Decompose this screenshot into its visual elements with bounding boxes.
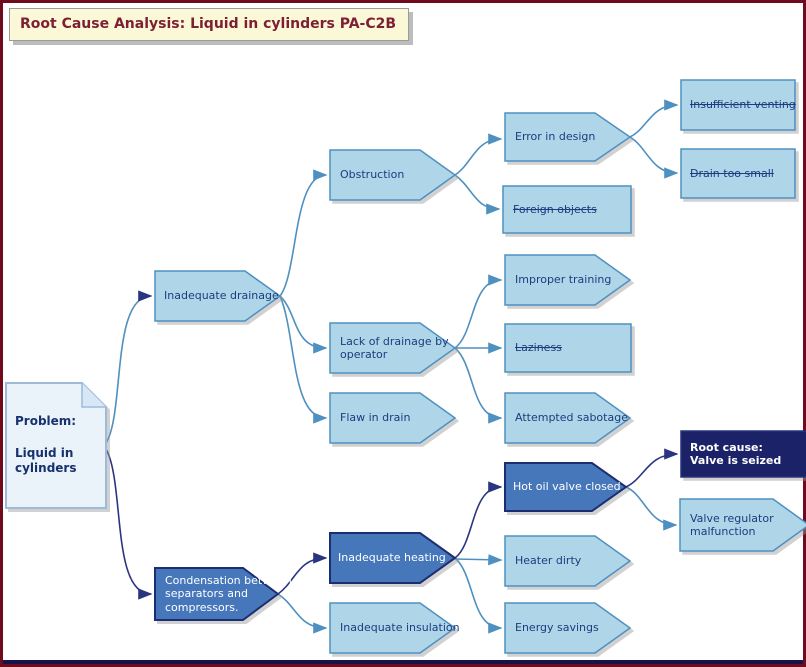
node-obstruction-label: Obstruction bbox=[340, 168, 405, 182]
node-hot-oil-valve-label: Hot oil valve closed bbox=[513, 480, 621, 494]
diagram-canvas bbox=[3, 3, 803, 664]
node-inadequate-insulation-label: Inadequate insulation bbox=[340, 621, 460, 635]
node-heater-dirty-shape[interactable] bbox=[505, 536, 630, 586]
connector-heating-to-heater-dirty bbox=[455, 559, 501, 560]
connector-lack-to-improper bbox=[455, 280, 501, 348]
node-valve-regulator-label: Valve regulator malfunction bbox=[690, 511, 774, 538]
connector-heating-to-energy bbox=[455, 558, 501, 628]
connector-error-to-drain-small bbox=[630, 137, 677, 173]
node-attempted-sabotage-label: Attempted sabotage bbox=[515, 411, 628, 425]
node-valve-regulator-shape[interactable] bbox=[680, 499, 806, 551]
node-laziness-label: Laziness bbox=[515, 341, 562, 355]
connector-lack-to-sabotage bbox=[455, 348, 501, 418]
connector-condensation-to-insulation bbox=[278, 594, 326, 628]
connector-drainage-to-obstruction bbox=[280, 175, 326, 296]
node-inadequate-heating-label: Inadequate heating bbox=[338, 551, 446, 565]
node-root-cause-label: Root cause: Valve is seized bbox=[690, 440, 782, 467]
node-condensation-label: Condensation between separators and compressors. bbox=[165, 574, 292, 614]
node-heater-dirty-label: Heater dirty bbox=[515, 554, 582, 568]
connector-obstruction-to-foreign bbox=[455, 175, 499, 209]
node-drain-too-small-shape[interactable] bbox=[681, 149, 795, 198]
node-obstruction-shape[interactable] bbox=[330, 150, 455, 200]
connector-obstruction-to-error bbox=[455, 139, 501, 175]
node-improper-training-label: Improper training bbox=[515, 273, 612, 287]
node-inadequate-insulation-shape[interactable] bbox=[330, 603, 460, 653]
node-energy-savings-shape[interactable] bbox=[505, 603, 630, 653]
node-drain-too-small-label: Drain too small bbox=[690, 166, 774, 180]
node-improper-training-shape[interactable] bbox=[505, 255, 630, 305]
node-insufficient-venting-shape[interactable] bbox=[681, 80, 795, 130]
node-inadequate-drainage-shape[interactable] bbox=[155, 271, 280, 321]
connector-problem-to-condensation bbox=[106, 449, 151, 594]
node-lack-of-drainage-label: Lack of drainage by operator bbox=[340, 334, 449, 361]
page-bottom-edge bbox=[3, 660, 803, 664]
node-error-in-design-shape[interactable] bbox=[505, 113, 630, 161]
node-root-cause-shape[interactable] bbox=[681, 431, 806, 477]
node-inadequate-drainage-label: Inadequate drainage bbox=[164, 289, 279, 303]
connector-error-to-venting bbox=[630, 105, 677, 137]
connector-condensation-to-heating bbox=[278, 558, 326, 594]
connector-hot-oil-to-root-cause bbox=[626, 454, 677, 487]
node-lack-of-drainage-shape[interactable] bbox=[330, 323, 455, 373]
connector-problem-to-inadequate-drainage bbox=[106, 296, 151, 443]
node-hot-oil-valve-shape[interactable] bbox=[505, 463, 626, 511]
node-error-in-design-label: Error in design bbox=[515, 130, 596, 144]
node-energy-savings-label: Energy savings bbox=[515, 621, 599, 635]
node-flaw-in-drain-label: Flaw in drain bbox=[340, 411, 411, 425]
node-attempted-sabotage-shape[interactable] bbox=[505, 393, 630, 443]
node-flaw-in-drain-shape[interactable] bbox=[330, 393, 455, 443]
page-title: Root Cause Analysis: Liquid in cylinders PA-C2B bbox=[9, 8, 409, 41]
connector-drainage-to-flaw bbox=[280, 296, 326, 418]
node-foreign-objects-shape[interactable] bbox=[503, 186, 631, 233]
node-condensation-shape[interactable] bbox=[155, 568, 292, 620]
connector-hot-oil-to-valve-regulator bbox=[626, 487, 676, 525]
node-laziness-shape[interactable] bbox=[505, 324, 631, 372]
connector-heating-to-hot-oil-valve bbox=[455, 487, 501, 558]
node-insufficient-venting-label: Insufficient venting bbox=[690, 98, 796, 112]
node-foreign-objects-label: Foreign objects bbox=[513, 202, 597, 216]
node-problem-label: Problem: Liquid in cylinders bbox=[15, 414, 77, 476]
node-inadequate-heating-shape[interactable] bbox=[330, 533, 455, 583]
